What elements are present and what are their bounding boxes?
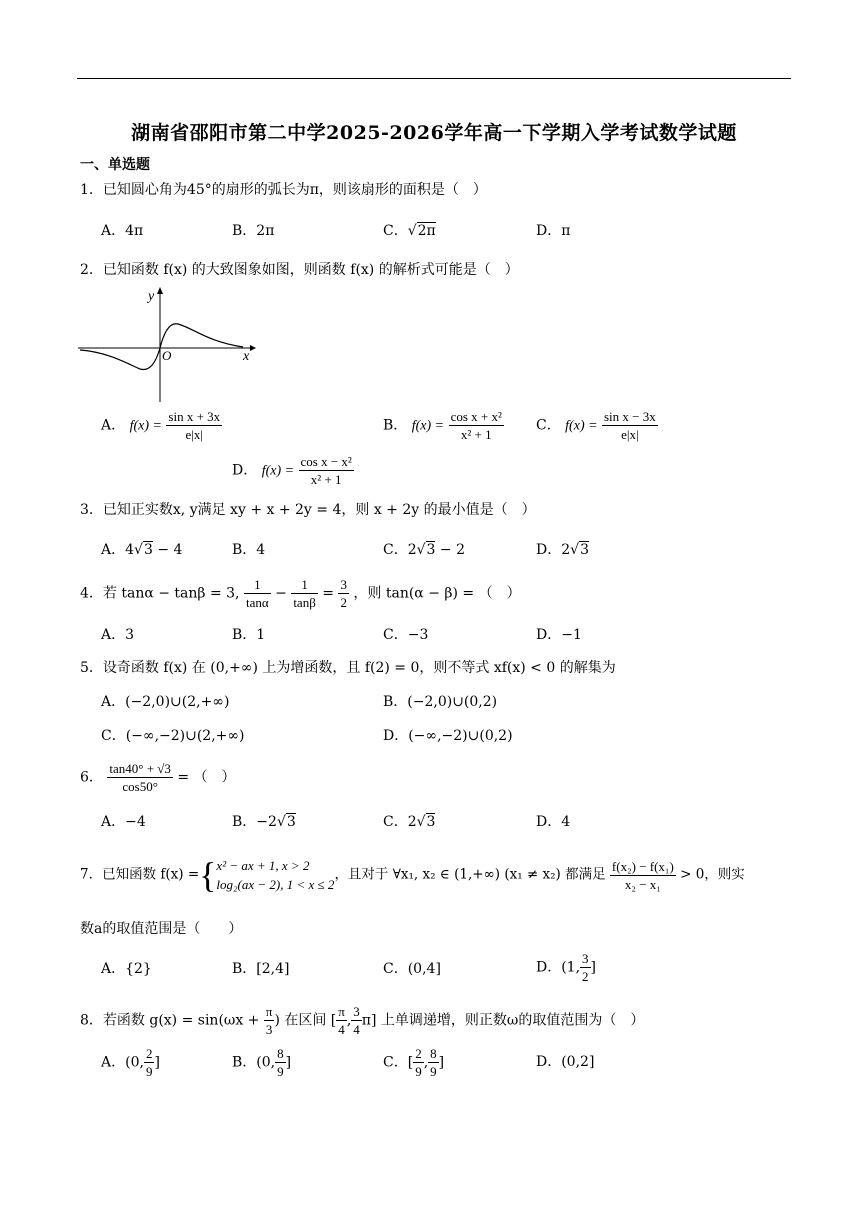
q5-option-d: D．(−∞,−2)∪(0,2) xyxy=(383,728,513,744)
q4-option-d: D．−1 xyxy=(536,627,582,643)
top-rule xyxy=(77,78,791,79)
q4-option-a: A．3 xyxy=(101,627,135,643)
q1-option-c: C．√2π xyxy=(383,223,436,239)
q3-option-b: B．4 xyxy=(232,542,266,558)
q7-option-b: B．[2,4] xyxy=(232,961,290,977)
q2-option-a: A． f(x) = $\frac{\text{sin x + 3x}}{e|x|}$ xyxy=(101,409,221,442)
question-2-stem: 2．已知函数 f(x) 的大致图象如图，则函数 f(x) 的解析式可能是（ ） xyxy=(80,262,519,278)
q3-option-c: C．2√3 − 2 xyxy=(383,542,466,558)
section-heading: 一、单选题 xyxy=(80,157,150,173)
q2-option-d: D． f(x) = $\frac{\text{cos x − x²}}{\text{x² + 1}}$ xyxy=(232,454,352,487)
y-axis-label: y xyxy=(148,289,155,304)
q7-option-c: C．(0,4] xyxy=(383,961,441,977)
q2-option-c: C． f(x) = $\frac{\text{sin x − 3x}}{e|x|}$ xyxy=(536,409,656,442)
question-1-stem: 1．已知圆心角为45°的扇形的弧长为π，则该扇形的面积是（ ） xyxy=(80,182,487,198)
q8-option-d: D．(0,2] xyxy=(536,1054,595,1070)
q4-option-b: B．1 xyxy=(232,627,266,643)
question-3-stem: 3．已知正实数x, y满足 xy + x + 2y = 4，则 x + 2y 的最小值是（ ） xyxy=(80,502,536,518)
q8-option-c: C．[ $\frac{2}{9}$ , $\frac{8}{9}$ ] xyxy=(383,1046,445,1079)
question-5-stem: 5．设奇函数 f(x) 在 (0,+∞) 上为增函数，且 f(2) = 0，则不等式 xf(x) < 0 的解集为 xyxy=(80,660,616,676)
origin-label: O xyxy=(162,348,172,363)
q1-option-d: D．π xyxy=(536,223,571,239)
question-6-stem: 6． $\frac{\tan 40^\circ + √3}{\cos 50^\circ}$ = （ ） xyxy=(80,761,236,794)
q7-option-a: A．{2} xyxy=(101,961,152,977)
page-title: 湖南省邵阳市第二中学2025-2026学年高一下学期入学考试数学试题 xyxy=(131,122,737,144)
q2-option-b: B． f(x) = $\frac{\text{cos x + x²}}{\text{x² + 1}}$ xyxy=(383,409,502,442)
q6-option-d: D．4 xyxy=(536,814,571,830)
q6-option-a: A．−4 xyxy=(101,814,146,830)
q8-option-b: B．(0, $\frac{8}{9}$ ] xyxy=(232,1046,292,1079)
question-4-stem: 4．若 tanα − tanβ = 3, $\frac{1}{\tan\alpha}$ − $\frac{1}{\tan\beta}$ = $\frac{3}{2}$ ，则 tan(α − β) = （ ） xyxy=(80,577,521,610)
q3-option-d: D．2√3 xyxy=(536,542,589,558)
question-7-stem-line2: 数a的取值范围是（ ） xyxy=(80,921,243,937)
question-7-stem: 7．已知函数 f(x) ={ x² − ax + 1, x > 2 log₂(ax − 2), 1 < x ≤ 2 ，且对于 ∀x₁, x₂ ∈ (1,+∞) (x₁ ≠ x₂) 都满足 $\frac{\text{f(x₂) − f(x₁)}}{\text{x₂ − x₁}}$ > 0，则实 xyxy=(80,855,745,895)
q6-option-b: B．−2√3 xyxy=(232,814,296,830)
q8-option-a: A．(0, $\frac{2}{9}$ ] xyxy=(101,1046,160,1079)
q4-option-c: C．−3 xyxy=(383,627,429,643)
question-8-stem: 8．若函数 g(x) = sin(ωx + $\frac{\pi}{3}$ ) 在区间 [ $\frac{\pi}{4}$ , $\frac{3}{4}$ π] 上单调递增，则正数ω的取值范围为（ ） xyxy=(80,1004,645,1037)
q5-option-a: A．(−2,0)∪(2,+∞) xyxy=(101,694,230,710)
q3-option-a: A．4√3 − 4 xyxy=(101,542,183,558)
q1-option-a: A．4π xyxy=(101,223,144,239)
q5-option-c: C．(−∞,−2)∪(2,+∞) xyxy=(101,728,245,744)
q5-option-b: B．(−2,0)∪(0,2) xyxy=(383,694,498,710)
q6-option-c: C．2√3 xyxy=(383,814,436,830)
q1-option-b: B．2π xyxy=(232,223,275,239)
q7-option-d: D．(1, $\frac{3}{2}$ ] xyxy=(536,951,597,984)
function-graph xyxy=(78,286,258,404)
x-axis-label: x xyxy=(243,349,250,364)
